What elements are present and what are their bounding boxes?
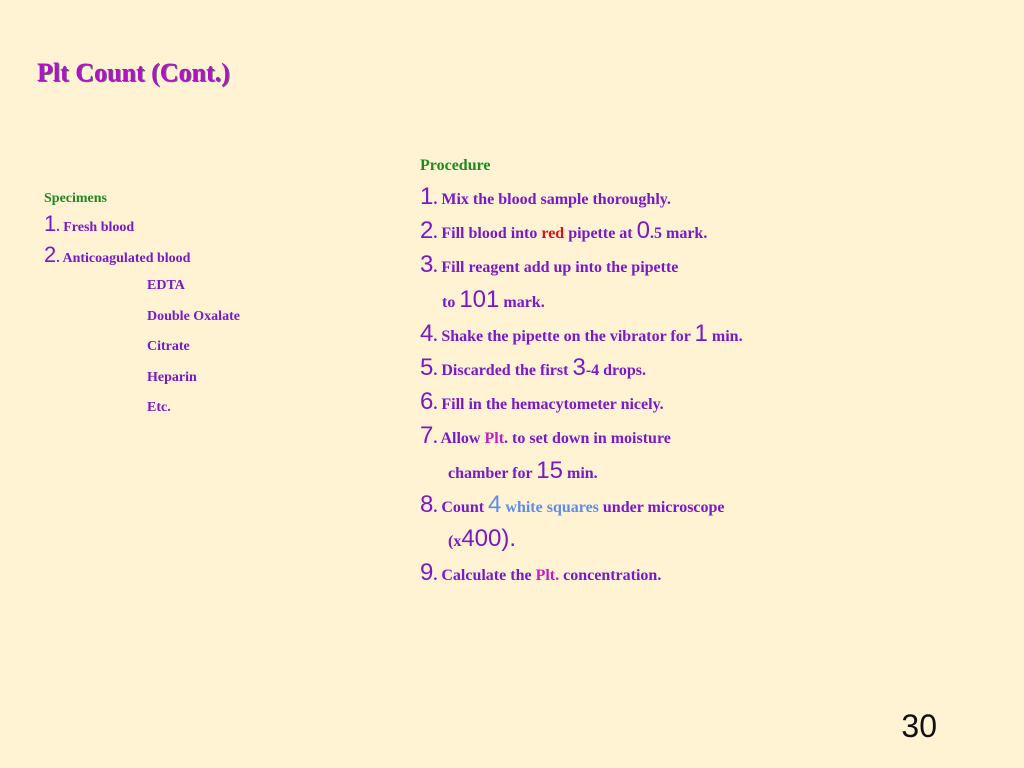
step-text: chamber for [448,464,537,482]
specimen-item [44,212,374,243]
step-text: . to set down in moisture [504,430,671,448]
procedure-step-1 [420,182,980,216]
large-number: 15 [536,456,563,484]
plt-highlight: Plt. [535,567,560,585]
step-text: . Mix the blood sample thoroughly. [433,191,671,208]
item-text: . Fresh blood [56,220,135,235]
step-number: 2 [420,217,434,245]
plt-highlight: Plt [484,430,505,448]
large-number: 3 [572,353,586,381]
step-text: .5 mark. [650,225,708,243]
anticoagulant-item: Citrate [147,339,190,355]
step-number: 3 [420,251,434,279]
procedure-step-4 [420,319,980,353]
procedure-section [420,152,980,592]
page-number: 30 [901,708,937,744]
step-text: . Count [433,498,489,516]
step-text: concentration. [559,567,662,585]
anticoagulant-item: Heparin [147,369,197,385]
procedure-step-5 [420,353,980,387]
procedure-step-9 [420,558,980,592]
white-squares-highlight: white squares [501,498,599,516]
step-text: . Fill in the hemacytometer nicely. [433,396,664,414]
procedure-step-3 [420,250,980,284]
step-text: (x [448,532,462,550]
slide-title: Plt Count (Cont.) [37,58,230,87]
step-text: . Shake the pipette on the vibrator for [433,327,695,345]
procedure-step-7 [420,421,980,455]
step-text: . Fill blood into [433,225,542,243]
step-number: 7 [420,422,434,450]
step-text: -4 drops. [585,361,646,379]
procedure-step-3-cont [420,285,980,319]
step-number: 4 [420,319,434,347]
step-number: 8 [420,490,434,518]
specimens-section [44,190,374,427]
step-text: pipette at [564,225,637,243]
step-text: under microscope [598,498,725,516]
step-number: 1 [420,183,434,210]
large-number: 0 [636,217,650,245]
step-number: 9 [420,559,434,587]
item-number: 2 [44,242,57,267]
step-text: . Discarded the first [433,361,573,379]
anticoagulant-item: EDTA [147,278,185,293]
item-number: 1 [44,211,57,236]
procedure-heading: Procedure [420,157,491,174]
anticoagulant-item: Double Oxalate [147,308,240,324]
step-text: . Fill reagent add up into the pipette [433,259,679,277]
step-text: min. [707,327,743,345]
large-number: 4 [488,490,502,518]
procedure-step-6 [420,387,980,421]
large-number: 101 [459,285,500,313]
step-text: to [442,293,460,311]
item-text: . Anticoagulated blood [56,251,191,266]
step-text: mark. [499,293,545,311]
red-highlight: red [541,225,565,243]
large-number: 1 [694,319,708,347]
procedure-step-8 [420,490,980,524]
large-number: 400). [461,524,517,552]
specimens-heading: Specimens [44,191,107,206]
step-number: 5 [420,353,434,381]
anticoagulant-item: Etc. [147,400,171,416]
step-text: min. [562,464,598,482]
procedure-step-8-cont [420,524,980,558]
step-text: . Allow [433,430,485,448]
specimen-item [44,243,374,274]
procedure-step-7-cont [420,456,980,490]
step-number: 6 [420,388,434,416]
procedure-step-2 [420,216,980,250]
step-text: . Calculate the [433,567,536,585]
